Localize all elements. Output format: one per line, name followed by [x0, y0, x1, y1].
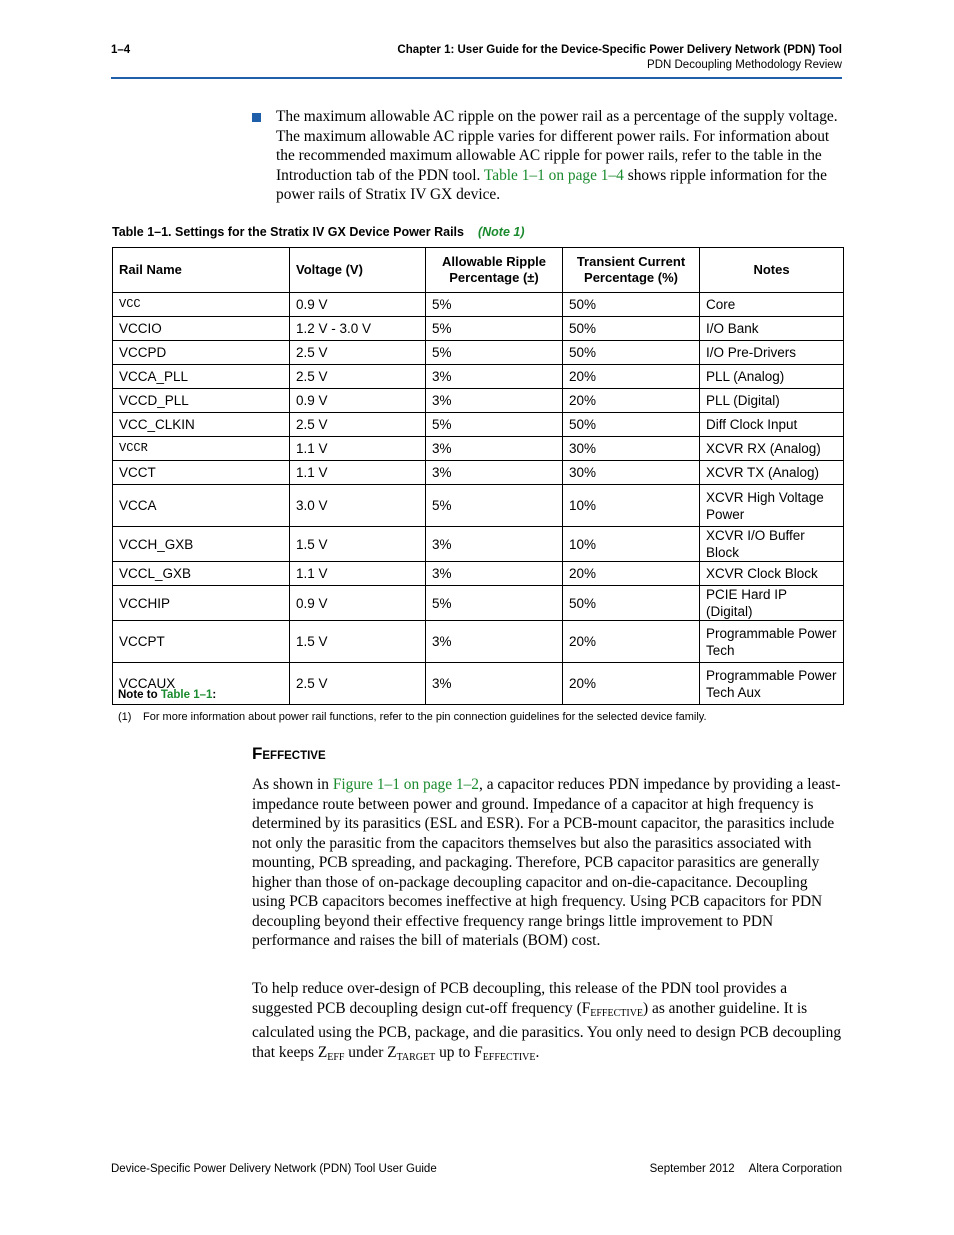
- rail-name-cell: VCCD_PLL: [113, 389, 290, 413]
- bullet-square-icon: [252, 113, 261, 122]
- voltage-cell: 3.0 V: [290, 485, 426, 527]
- p2-text-d: up to F: [435, 1043, 483, 1061]
- voltage-cell: 2.5 V: [290, 663, 426, 705]
- notes-cell: XCVR TX (Analog): [700, 461, 844, 485]
- p2-text-b: ) as another guideline. It is calculated using the PCB, package, and die parasitics. You only need to design PCB decoupling that keeps Z: [252, 999, 842, 1061]
- table-row: [113, 461, 844, 485]
- transient-cell: 50%: [563, 317, 700, 341]
- table-note-1: [118, 711, 707, 723]
- transient-cell: 20%: [563, 389, 700, 413]
- footer-right: [650, 1163, 842, 1175]
- table-note-link[interactable]: (Note 1): [477, 225, 525, 239]
- header-transient-current: Transient Current Percentage (%): [563, 248, 700, 293]
- table-header-row: [113, 248, 844, 293]
- notes-title-suffix: :: [212, 689, 217, 701]
- ripple-cell: 3%: [426, 562, 563, 586]
- transient-cell: 20%: [563, 365, 700, 389]
- table-reference-link[interactable]: Table 1–1 on page 1–4: [483, 166, 624, 184]
- rail-name-cell: VCCPD: [113, 341, 290, 365]
- section-heading: [252, 744, 326, 764]
- notes-cell: PLL (Digital): [700, 389, 844, 413]
- transient-cell: 20%: [563, 621, 700, 663]
- voltage-cell: 1.1 V: [290, 437, 426, 461]
- header-rule: [111, 77, 842, 79]
- table-row: [113, 389, 844, 413]
- bullet-text-after: shows ripple information for the power rails of Stratix IV GX device.: [276, 166, 827, 204]
- notes-cell: Core: [700, 293, 844, 317]
- table-row: [113, 365, 844, 389]
- p2-text-c: under Z: [344, 1043, 397, 1061]
- transient-cell: 20%: [563, 663, 700, 705]
- ripple-cell: 3%: [426, 663, 563, 705]
- transient-cell: 50%: [563, 341, 700, 365]
- rail-name-cell: VCCL_GXB: [113, 562, 290, 586]
- voltage-cell: 1.1 V: [290, 461, 426, 485]
- voltage-cell: 1.1 V: [290, 562, 426, 586]
- transient-cell: 50%: [563, 413, 700, 437]
- table-row: [113, 621, 844, 663]
- ripple-cell: 3%: [426, 389, 563, 413]
- rail-name-cell: VCC: [113, 293, 290, 317]
- table-caption-text: Table 1–1. Settings for the Stratix IV GX Device Power Rails: [112, 225, 464, 239]
- table-row: [113, 485, 844, 527]
- notes-cell: PLL (Analog): [700, 365, 844, 389]
- table-row: [113, 527, 844, 562]
- table-row: [113, 413, 844, 437]
- header-notes: Notes: [700, 248, 844, 293]
- transient-cell: 30%: [563, 461, 700, 485]
- p1-text-after: , a capacitor reduces PDN impedance by providing a least-impedance route between power and ground. Impedance of a capacitor at high frequency is determined by its parasitics (ESL and ESR). For a PCB-mount capacitor, the parasitics include not only the parasitic from the capacitors themselves but also the parasitics associated with mounting, PCB spreading, and packaging. Therefore, PCB capacitor parasitics are generally higher than those of on-package decoupling capacitor and on-die-capacitance. Decoupling using PCB capacitors becomes ineffective at high frequency. Using PCB capacitors for PDN decoupling beyond their effective frequency range brings little improvement to PDN performance and raises the bill of materials (BOM) cost.: [252, 776, 841, 949]
- table-notes-title: [118, 689, 216, 701]
- rail-name-cell: VCCT: [113, 461, 290, 485]
- ripple-cell: 5%: [426, 317, 563, 341]
- p2-subscript-eff: EFF: [327, 1051, 345, 1063]
- heading-subscript: EFFECTIVE: [262, 750, 326, 762]
- voltage-cell: 2.5 V: [290, 365, 426, 389]
- table-row: [113, 293, 844, 317]
- body-paragraph-2: [252, 979, 844, 1067]
- voltage-cell: 0.9 V: [290, 389, 426, 413]
- chapter-title: Chapter 1: User Guide for the Device-Specific Power Delivery Network (PDN) Tool: [397, 44, 842, 56]
- body-paragraph-1: [252, 775, 844, 951]
- p2-subscript-effective-2: EFFECTIVE: [482, 1051, 536, 1063]
- section-title: PDN Decoupling Methodology Review: [647, 59, 842, 71]
- p2-subscript-target: TARGET: [396, 1051, 436, 1063]
- header-voltage: Voltage (V): [290, 248, 426, 293]
- rail-name-cell: VCCH_GXB: [113, 527, 290, 562]
- voltage-cell: 2.5 V: [290, 413, 426, 437]
- notes-cell: I/O Pre-Drivers: [700, 341, 844, 365]
- voltage-cell: 1.2 V - 3.0 V: [290, 317, 426, 341]
- notes-table-link[interactable]: Table 1–1: [160, 689, 213, 701]
- ripple-cell: 5%: [426, 413, 563, 437]
- ripple-cell: 3%: [426, 621, 563, 663]
- bullet-text-before: The maximum allowable AC ripple on the power rail as a percentage of the supply voltage. The maximum allowable AC ripple varies for different power rails. For information about the recommended maximum allowable AC ripple for power rails, refer to the table in the Introduction tab of the PDN tool.: [276, 108, 838, 184]
- ripple-cell: 3%: [426, 437, 563, 461]
- transient-cell: 20%: [563, 562, 700, 586]
- footer-date: September 2012: [649, 1163, 735, 1175]
- table-caption: [112, 225, 525, 239]
- footer-company: Altera Corporation: [748, 1163, 842, 1175]
- notes-cell: XCVR Clock Block: [700, 562, 844, 586]
- note-number: (1): [118, 711, 132, 723]
- rail-name-cell: VCCHIP: [113, 586, 290, 621]
- figure-reference-link[interactable]: Figure 1–1 on page 1–2: [332, 776, 480, 793]
- notes-cell: XCVR RX (Analog): [700, 437, 844, 461]
- rail-name-cell: VCCA: [113, 485, 290, 527]
- rail-name-cell: VCCIO: [113, 317, 290, 341]
- voltage-cell: 1.5 V: [290, 621, 426, 663]
- ripple-cell: 3%: [426, 527, 563, 562]
- voltage-cell: 0.9 V: [290, 586, 426, 621]
- notes-cell: PCIE Hard IP (Digital): [700, 586, 844, 621]
- p2-subscript-effective: EFFECTIVE: [590, 1007, 644, 1019]
- power-rails-table: [112, 247, 844, 705]
- p2-text-e: .: [535, 1043, 540, 1061]
- table-row: [113, 341, 844, 365]
- page-number: 1–4: [111, 44, 131, 56]
- header-rail-name: Rail Name: [113, 248, 290, 293]
- bullet-text: [276, 107, 842, 205]
- ripple-cell: 3%: [426, 461, 563, 485]
- transient-cell: 30%: [563, 437, 700, 461]
- footer-document-title: Device-Specific Power Delivery Network (PDN) Tool User Guide: [111, 1163, 437, 1175]
- ripple-cell: 5%: [426, 293, 563, 317]
- notes-title-prefix: Note to: [118, 689, 161, 701]
- rail-name-cell: VCCR: [113, 437, 290, 461]
- ripple-cell: 5%: [426, 341, 563, 365]
- note-text: For more information about power rail functions, refer to the pin connection guidelines for the selected device family.: [143, 711, 707, 723]
- notes-cell: Programmable Power Tech Aux: [700, 663, 844, 705]
- table-row: [113, 317, 844, 341]
- notes-cell: XCVR High Voltage Power: [700, 485, 844, 527]
- p2-text-a: To help reduce over-design of PCB decoupling, this release of the PDN tool provides a suggested PCB decoupling design cut-off frequency (F: [252, 980, 788, 1017]
- notes-cell: Programmable Power Tech: [700, 621, 844, 663]
- ripple-cell: 3%: [426, 365, 563, 389]
- voltage-cell: 0.9 V: [290, 293, 426, 317]
- ripple-cell: 5%: [426, 586, 563, 621]
- heading-initial: F: [252, 744, 263, 763]
- rail-name-cell: VCC_CLKIN: [113, 413, 290, 437]
- transient-cell: 10%: [563, 485, 700, 527]
- notes-cell: Diff Clock Input: [700, 413, 844, 437]
- table-row: [113, 437, 844, 461]
- table-row: [113, 663, 844, 705]
- ripple-cell: 5%: [426, 485, 563, 527]
- header-allowable-ripple: Allowable Ripple Percentage (±): [426, 248, 563, 293]
- voltage-cell: 1.5 V: [290, 527, 426, 562]
- transient-cell: 10%: [563, 527, 700, 562]
- table-row: [113, 586, 844, 621]
- transient-cell: 50%: [563, 293, 700, 317]
- rail-name-cell: VCCA_PLL: [113, 365, 290, 389]
- voltage-cell: 2.5 V: [290, 341, 426, 365]
- transient-cell: 50%: [563, 586, 700, 621]
- rail-name-cell: VCCPT: [113, 621, 290, 663]
- table-row: [113, 562, 844, 586]
- p1-text-before: As shown in: [252, 776, 333, 793]
- rail-name-cell: VCCAUX: [113, 663, 290, 705]
- notes-cell: I/O Bank: [700, 317, 844, 341]
- notes-cell: XCVR I/O Buffer Block: [700, 527, 844, 562]
- bullet-item: [252, 107, 842, 205]
